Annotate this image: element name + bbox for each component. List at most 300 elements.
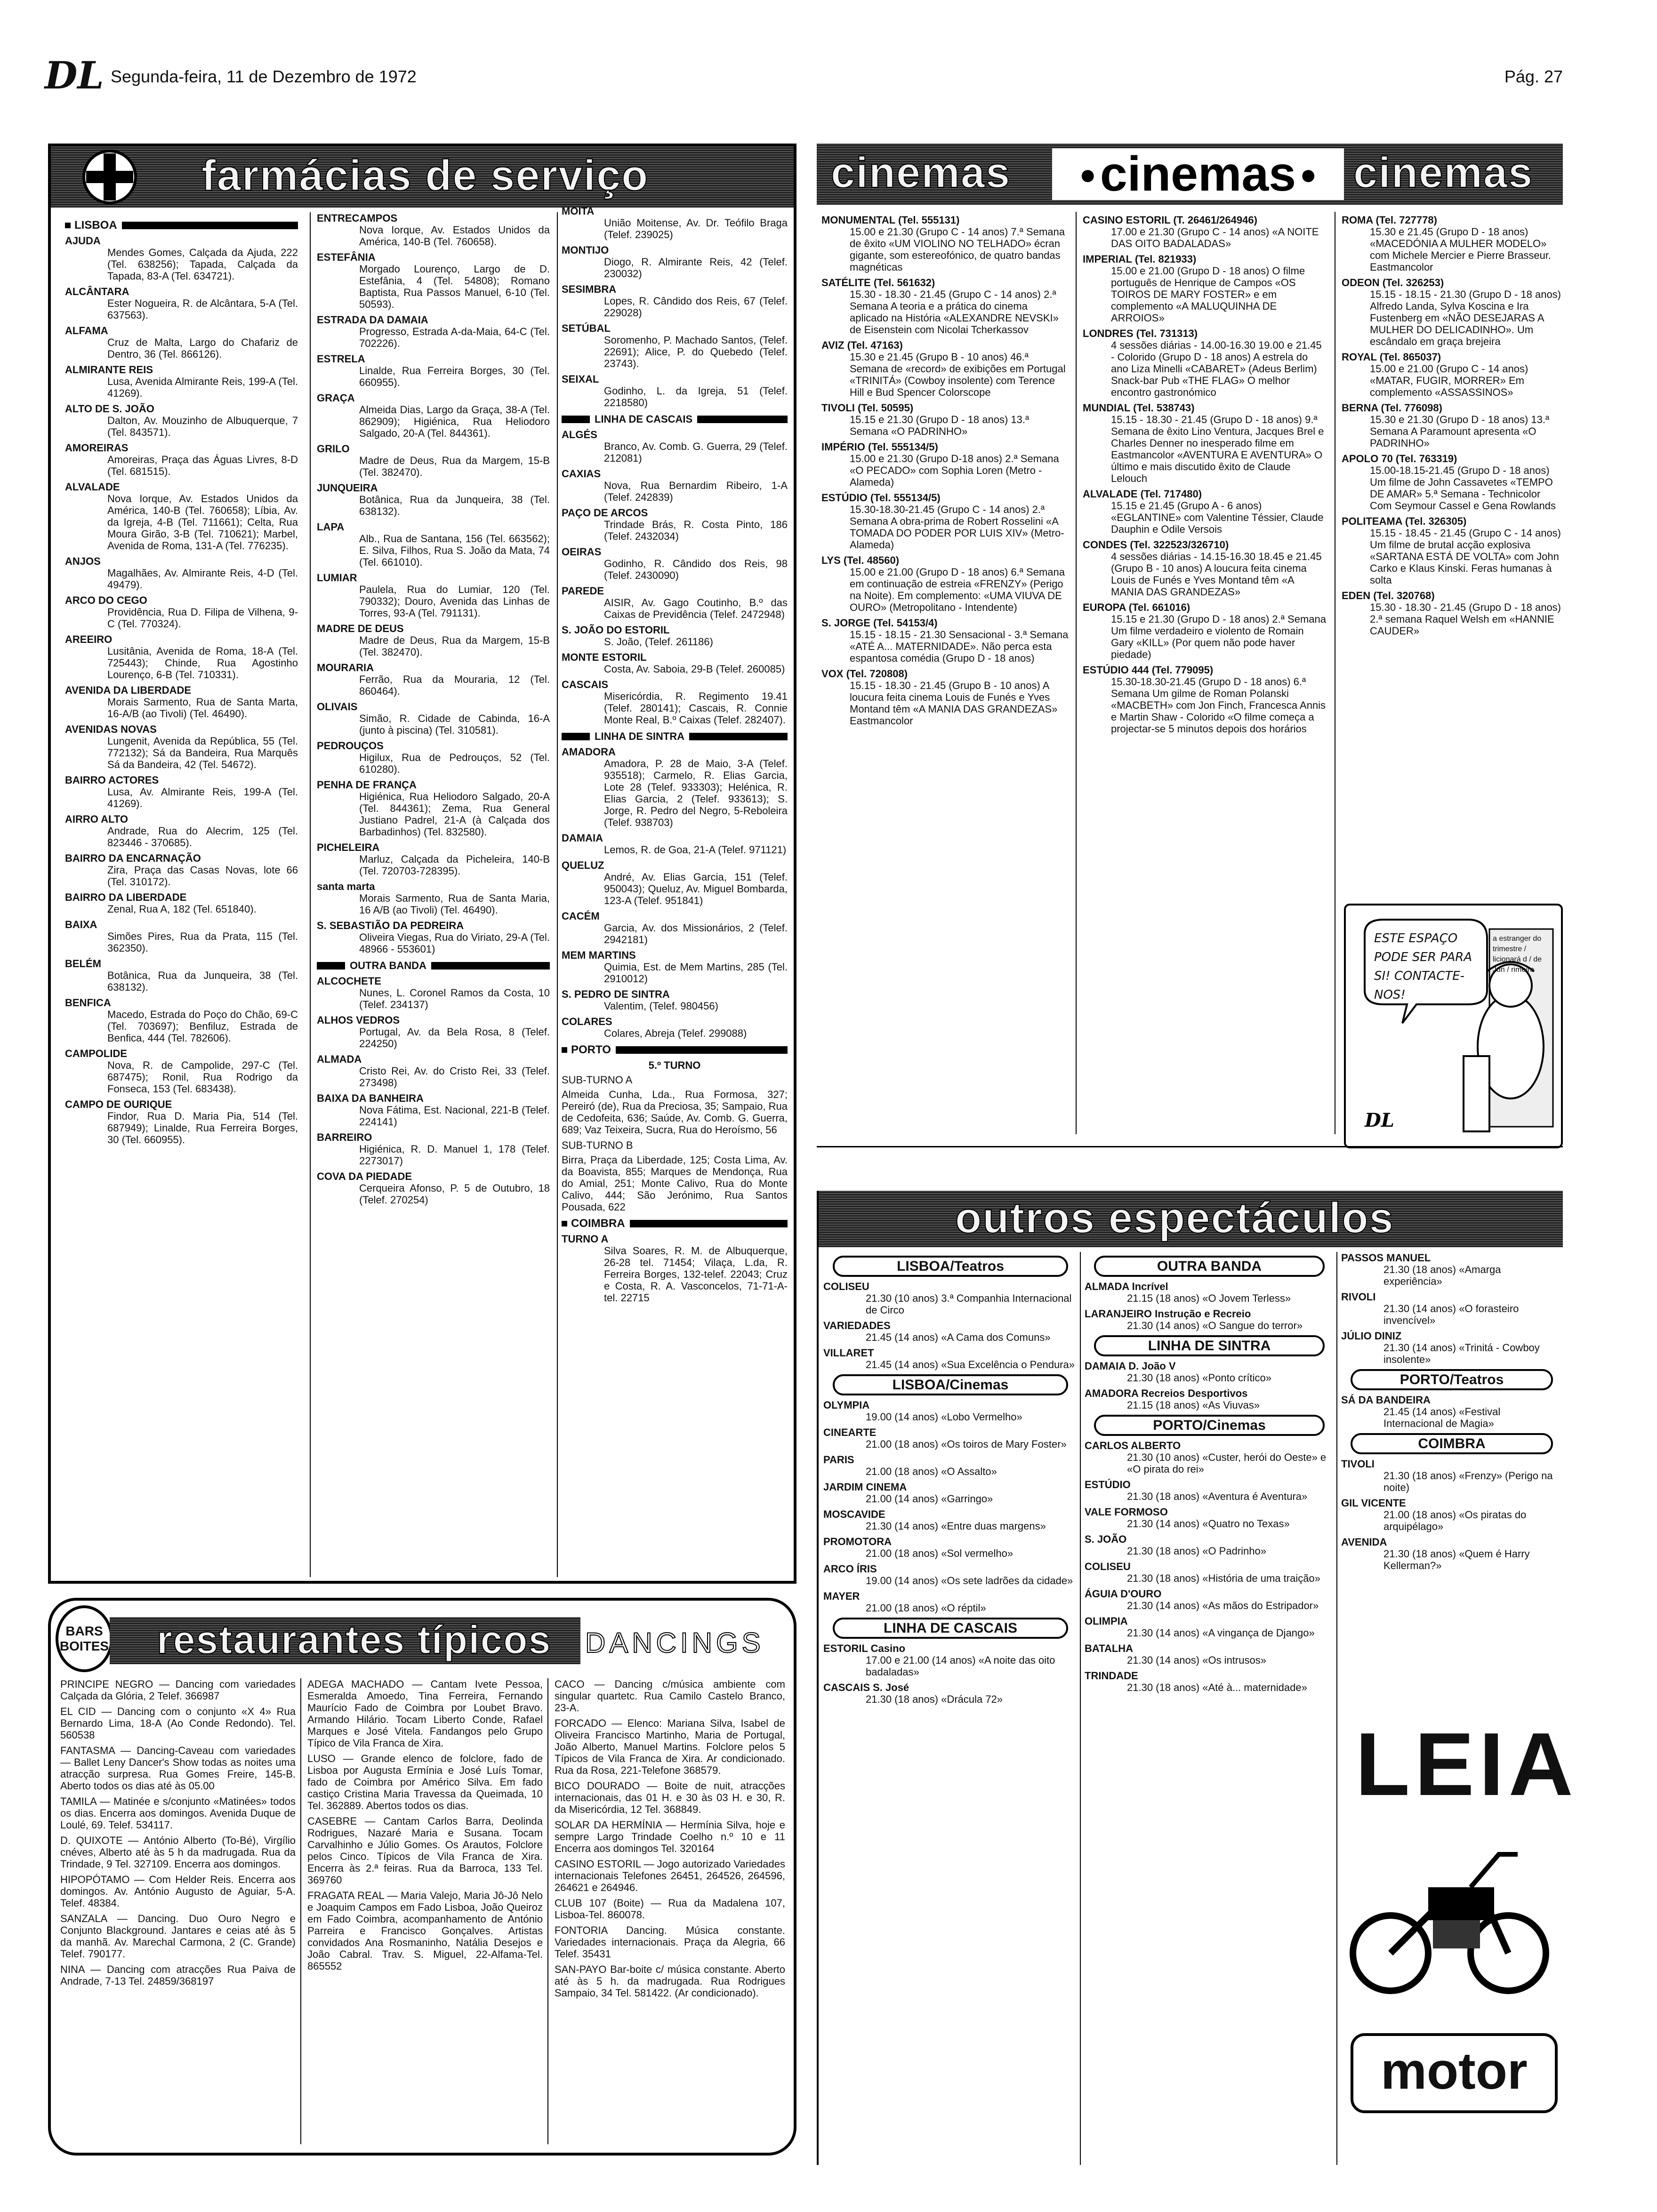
show-entry [1085, 1440, 1334, 1475]
show-entry [1085, 1308, 1334, 1331]
cinema-entry [1342, 453, 1563, 512]
show-entry-body: 21.30 (18 anos) «Quem é Harry Kellerman?» [1384, 1548, 1530, 1571]
show-entry [1085, 1561, 1334, 1584]
pharmacy-entry [562, 468, 788, 503]
pharmacy-entry [317, 1014, 550, 1050]
pharmacy-entry [317, 572, 550, 619]
pharmacy-entry-heading: AVENIDAS NOVAS [65, 723, 157, 735]
bars-badge: BARS BOITES [56, 1605, 113, 1672]
cinema-entry-body: 15.30 - 18.30 - 21.45 (Grupo D - 18 anos) 2.ª semana Raquel Welsh em «HANNIE CAUDER» [1370, 601, 1561, 637]
pharmacy-entry-body: Zenal, Rua A, 182 (Tel. 651840). [107, 903, 257, 915]
pharmacy-entry [317, 482, 550, 517]
pharmacy-entry [317, 975, 550, 1010]
pharmacy-entry [317, 251, 550, 310]
show-entry-body: 21.30 (18 anos) «Amarga experiência» [1384, 1264, 1501, 1287]
porto-cinemas-label: PORTO/Cinemas [1094, 1415, 1325, 1436]
show-entry [823, 1347, 1078, 1370]
show-entry [1341, 1291, 1562, 1326]
pharmacies-section [48, 144, 796, 1584]
pharmacy-entry-heading: ALHOS VEDROS [317, 1014, 400, 1026]
pharmacy-entry-body: Amoreiras, Praça das Águas Livres, 8-D (Tel. 681515). [107, 454, 298, 477]
pharmacy-entry [317, 623, 550, 658]
cinemas-title-center-wrap: ● cinemas ● [1052, 148, 1344, 200]
pharmacy-entry-body: Simão, R. Cidade de Cabinda, 16-A (junto à piscina) (Tel. 310581). [359, 713, 550, 736]
pharmacy-entry [317, 521, 550, 568]
pharmacy-entry-heading: BARREIRO [317, 1131, 372, 1143]
show-entry-heading: CARLOS ALBERTO [1085, 1440, 1181, 1451]
cinema-entry-body: 15.15 - 18.45 - 21.45 (Grupo C - 14 anos) Um filme de brutal acção explosiva «SARTANA ESTÁ DE VOLTA» com John Carko e Klaus Kinski. Feras humanas à solta [1370, 527, 1561, 586]
venue-entry: ADEGA MACHADO — Cantam Ivete Pessoa, Esmeralda Amoedo, Tina Ferreira, Fernando Maurício Fado de Coimbra por Loubet Bravo. Armando Hilário. Tocam Liberto Conde, Rafael Marques e José Vitela. Fandangos pelo Grupo Típico de Vila Franca de Xira. [307, 1678, 543, 1749]
show-entry-heading: CINEARTE [823, 1427, 877, 1438]
pharmacy-entry-body: Simões Pires, Rua da Prata, 115 (Tel. 362350). [107, 930, 298, 954]
pharmacy-entry [562, 585, 788, 620]
pharmacy-entry-body: Garcia, Av. dos Missionários, 2 (Telef. 2942181) [604, 922, 788, 946]
pharmacy-entry-body: Macedo, Estrada do Poço do Chão, 69-C (Tel. 703697); Benfiluz, Estrada de Benfica, 444 (Tel. 782606). [107, 1009, 298, 1044]
show-entry-heading: ARCO ÍRIS [823, 1563, 877, 1575]
pharmacy-entry-heading: JUNQUEIRA [317, 482, 378, 494]
show-entry-heading: VILLARET [823, 1347, 874, 1359]
show-entry-body: 21.30 (14 anos) «As mãos do Estripador» [1127, 1600, 1319, 1611]
venue-entry: LUSO — Grande elenco de folclore, fado de Lisboa por Augusta Ermínia e José Luís Tomar, fado de Coimbra por Américo Silva. Em fado castiço Cristina Maria Travessa da Queimada, 10 Tel. 362889. Abertos todos os dias. [307, 1753, 543, 1811]
pharmacy-entry [65, 594, 298, 630]
cinema-entry-heading: MUNDIAL (Tel. 538743) [1083, 402, 1195, 414]
pharmacy-entry-body: Alb., Rua de Santana, 156 (Tel. 663562); E. Silva, Filhos, Rua S. João da Mata, 74 (Tel. 661010). [359, 533, 550, 568]
cinema-entry [821, 617, 1069, 664]
pharmacy-entry-body: Magalhães, Av. Almirante Reis, 4-D (Tel. 49479). [107, 567, 298, 591]
pharmacy-entry-body: Ferrão, Rua da Mouraria, 12 (Tel. 860464). [359, 673, 550, 697]
cinemas-col-2 [1083, 214, 1327, 738]
pharmacy-entry-heading: AIRRO ALTO [65, 813, 129, 825]
show-entry-heading: DAMAIA D. João V [1085, 1360, 1176, 1372]
show-entry-body: 21.30 (10 anos) «Custer, herói do Oeste» e «O pirata do rei» [1127, 1451, 1327, 1475]
issue-date: Segunda-feira, 11 de Dezembro de 1972 [111, 67, 417, 86]
pharmacy-entry-body: Soromenho, P. Machado Santos, (Telef. 22691); Alice, P. do Quebedo (Telef. 23743). [604, 334, 788, 369]
pharmacy-entry-heading: MONTIJO [562, 244, 609, 256]
cinema-entry [1342, 515, 1563, 586]
pharmacy-entry-body: Morais Sarmento, Rua de Santa Maria, 16 A/B (ao Tivoli) (Tel. 46490). [359, 892, 550, 916]
show-entry-heading: ESTORIL Casino [823, 1643, 906, 1654]
show-entry [1085, 1643, 1334, 1666]
pharmacy-entry-body: Morais Sarmento, Rua de Santa Marta, 16-A/B (ao Tivoli) (Tel. 46490). [107, 696, 298, 720]
pharmacy-entry-heading: ESTEFÂNIA [317, 251, 376, 263]
pharmacy-entry-heading: ALMIRANTE REIS [65, 364, 153, 376]
pharmacy-entry-heading: AMADORA [562, 746, 616, 758]
cinema-entry-body: 4 sessões diárias - 14.00-16.30 19.00 e 21.45 - Colorido (Grupo D - 18 anos) A estrela do ano Liza Minelli «CABARET» (Adeus Berlim) Snack-bar Pub «THE FLAG» O melhor encontro gastronómico [1111, 339, 1322, 398]
bars-col-3 [555, 1678, 785, 2003]
pharmacy-entry [317, 1170, 550, 1206]
pharmacy-entry [317, 1053, 550, 1089]
pharmacy-entry-heading: BAIXA [65, 919, 97, 930]
cinema-entry-heading: IMPÉRIO (Tel. 555134/5) [821, 441, 938, 453]
pharmacy-entry-body: Colares, Abreja (Telef. 299088) [604, 1027, 747, 1039]
show-entry-heading: VALE FORMOSO [1085, 1506, 1168, 1518]
coimbra-turno: TURNO A [562, 1233, 609, 1245]
cinema-entry [1083, 601, 1327, 660]
pharmacy-entry-heading: ALCÂNTARA [65, 286, 129, 297]
pharmacy-entry-heading: PAREDE [562, 585, 604, 597]
show-entry-body: 21.30 (14 anos) «O forasteiro invencível» [1384, 1303, 1519, 1326]
pharmacy-entry [317, 212, 550, 248]
cinema-entry-body: 15.15 - 18.30 - 21.45 (Grupo B - 10 anos) A loucura feita cinema Louis de Funés e Yves Montand têm «A MANIA DAS GRANDEZAS» Eastmancolor [850, 680, 1058, 727]
cinemas-title-left: cinemas [831, 149, 1011, 197]
pharmacy-entry-heading: S. SEBASTIÃO DA PEDREIRA [317, 920, 464, 931]
cinema-entry-heading: CASINO ESTORIL (T. 26461/264946) [1083, 214, 1257, 226]
pharmacies-title: farmácias de serviço [201, 152, 649, 200]
pharmacy-entry-heading: AJUDA [65, 235, 101, 247]
show-entry-heading: JARDIM CINEMA [823, 1481, 907, 1493]
cinema-entry-heading: ESTÚDIO (Tel. 555134/5) [821, 492, 941, 504]
show-entry [1085, 1281, 1334, 1304]
porto-sub-b: SUB-TURNO B [562, 1139, 633, 1151]
pharmacy-entry [317, 701, 550, 736]
show-entry [1341, 1497, 1562, 1532]
show-entry [823, 1281, 1078, 1316]
show-entry-heading: ESTÚDIO [1085, 1479, 1131, 1491]
cinema-entry [821, 492, 1069, 551]
show-entry-heading: SÁ DA BANDEIRA [1341, 1394, 1431, 1406]
pharmacy-entry-body: Godinho, L. da Igreja, 51 (Telef. 2218580) [604, 385, 788, 409]
pharmacy-entry [65, 555, 298, 591]
pharmacy-entry [65, 723, 298, 770]
cinema-entry [821, 668, 1069, 727]
show-entry [823, 1508, 1078, 1532]
cinema-entry-heading: ALVALADE (Tel. 717480) [1083, 488, 1202, 500]
show-entry [823, 1536, 1078, 1559]
cinema-entry-body: 15.30 - 18.30 - 21.45 (Grupo C - 14 anos) 2.ª Semana A teoria e a prática do cinema aplicado na História «ALEXANDRE NEVSKI» de Eisenstein com Nicolai Tcherkassov [850, 289, 1059, 336]
pharmacy-entry-body: Oliveira Viegas, Rua do Viriato, 29-A (Tel. 48966 - 553601) [359, 931, 550, 955]
pharmacy-entry-heading: BAIRRO ACTORES [65, 774, 159, 786]
zone-lisboa: LISBOA [65, 219, 298, 231]
cinema-entry-heading: LONDRES (Tel. 731313) [1083, 328, 1198, 339]
cinema-entry [1083, 402, 1327, 484]
pharmacy-entry-body: Progresso, Estrada A-da-Maia, 64-C (Tel. 702226). [359, 326, 550, 349]
show-entry-body: 21.30 (18 anos) «Frenzy» (Perigo na noite) [1384, 1470, 1553, 1493]
show-entry-body: 21.30 (18 anos) «Ponto crítico» [1127, 1372, 1271, 1384]
show-entry [823, 1454, 1078, 1477]
pharmacy-entry-heading: BELÉM [65, 958, 101, 970]
cinema-entry-body: 15.30 e 21.45 (Grupo B - 10 anos) 46.ª Semana de «record» de exibições em Portugal «TRINITÁ» (Cowboy insolente) com Terence Hill e Bud Spencer Colorscope [850, 351, 1066, 398]
show-entry-heading: OLYMPIA [823, 1399, 870, 1411]
shows-col-3 [1341, 1252, 1562, 1575]
show-entry [823, 1481, 1078, 1505]
show-entry [823, 1643, 1078, 1678]
show-entry-heading: MAYER [823, 1590, 860, 1602]
ad-side-text: a estranger do trimestre / licionará d / de Jun / rimeiro [1493, 935, 1542, 974]
pharmacy-entry-heading: ENTRECAMPOS [317, 212, 398, 224]
cinema-entry-heading: EDEN (Tel. 320768) [1342, 590, 1435, 601]
show-entry-body: 21.30 (18 anos) «História de uma traição» [1127, 1572, 1320, 1584]
show-entry-body: 21.45 (14 anos) «Sua Excelência o Pendura» [866, 1359, 1075, 1370]
cinema-entry-body: 15.00 e 21.00 (Grupo C - 14 anos) «MATAR, FUGIR, MORRER» Em complemento «ASSASSINOS» [1370, 363, 1528, 398]
cinema-entry [1083, 539, 1327, 598]
pharmacy-entry-body: Higiénica, Rua Heliodoro Salgado, 20-A (Tel. 844361); Zema, Rua General Justiano Padrel, 21-A (à Calçada dos Barbadinhos) (Tel. 832580). [359, 791, 550, 838]
coimbra-label: COIMBRA [1351, 1433, 1553, 1454]
cinema-entry-heading: BERNA (Tel. 776098) [1342, 402, 1442, 414]
pharmacy-entry-heading: ALVALADE [65, 481, 120, 493]
pharmacy-entry-body: S. João, (Telef. 261186) [604, 636, 713, 648]
pharmacy-entry-heading: S. PEDRO DE SINTRA [562, 988, 670, 1000]
pharmacy-entry-body: Findor, Rua D. Maria Pia, 514 (Tel. 687949); Linalde, Rua Ferreira Borges, 30 (Tel. 660955). [107, 1110, 298, 1146]
pharmacy-entry-body: Lusa, Av. Almirante Reis, 199-A (Tel. 41269). [107, 786, 298, 809]
pharmacy-entry-heading: ALFAMA [65, 325, 108, 337]
cinema-entry-body: 17.00 e 21.30 (Grupo C - 14 anos) «A NOITE DAS OITO BADALADAS» [1111, 226, 1319, 249]
pharmacy-entry-heading: ANJOS [65, 555, 101, 567]
show-entry-body: 21.30 (14 anos) «Os intrusos» [1127, 1654, 1266, 1666]
pharmacy-entry-body: Nunes, L. Coronel Ramos da Costa, 10 (Telef. 234137) [359, 987, 550, 1010]
pharmacy-entry-heading: ALCOCHETE [317, 975, 381, 987]
venue-entry: NINA — Dancing com atracções Rua Paiva de Andrade, 7-13 Tel. 24859/368197 [60, 1964, 296, 1987]
show-entry-heading: CASCAIS S. José [823, 1682, 909, 1693]
cinema-entry-body: 15.00 e 21.30 (Grupo D-18 anos) 2.ª Semana «O PECADO» com Sophia Loren (Metro - Alameda) [850, 453, 1059, 488]
motor-logo: motor [1351, 2033, 1558, 2113]
pharmacy-entry-body: Portugal, Av. da Bela Rosa, 8 (Telef. 224250) [359, 1026, 550, 1050]
pharmacy-entry [65, 813, 298, 849]
cinema-entry [821, 214, 1069, 273]
cinema-entry-body: 15.15 - 18.30 - 21.45 (Grupo D - 18 anos) 9.ª Semana de êxito Lino Ventura, Jacques Brel e Charles Denner no inesperado filme em Eastmancolor «AVENTURA E AVENTURA» O último e mais discutido êxito de Claude Lelouch [1111, 414, 1324, 484]
pharmacy-entry-heading: SETÚBAL [562, 322, 611, 334]
pharmacy-entry-body: Diogo, R. Almirante Reis, 42 (Telef. 230032) [604, 256, 788, 280]
pharmacy-entry-body: Higilux, Rua de Pedrouços, 52 (Tel. 610280). [359, 752, 550, 775]
cinema-entry-heading: ROYAL (Tel. 865037) [1342, 351, 1441, 363]
pharmacy-entry-body: Godinho, R. Cândido dos Reis, 98 (Telef. 2430090) [604, 558, 788, 581]
cinema-entry-body: 15.00 e 21.30 (Grupo C - 14 anos) 7.ª Semana de êxito «UM VIOLINO NO TELHADO» écran gigante, som estereofónico, de quatro bandas magnéticas [850, 226, 1065, 273]
pharmacy-entry-heading: LUMIAR [317, 572, 357, 584]
show-entry-body: 21.15 (18 anos) «O Jovem Terless» [1127, 1292, 1291, 1304]
show-entry-heading: VARIEDADES [823, 1320, 891, 1331]
cinema-entry-heading: AVIZ (Tel. 47163) [821, 339, 903, 351]
show-entry-body: 21.00 (18 anos) «Sol vermelho» [866, 1547, 1014, 1559]
pharmacy-entry [317, 314, 550, 349]
pharmacy-entry-heading: BAIRRO DA LIBERDADE [65, 891, 187, 903]
pharmacy-entry-heading: OEIRAS [562, 546, 602, 558]
cinema-entry-heading: ROMA (Tel. 727778) [1342, 214, 1437, 226]
motorcycle-illustration [1348, 1817, 1551, 2005]
pharmacy-entry-body: Paulela, Rua do Lumiar, 120 (Tel. 790332); Douro, Avenida das Linhas de Torres, 93-A (Tel. 791131). [359, 584, 550, 619]
pharmacy-entry-heading: BENFICA [65, 997, 111, 1009]
cascais-label: LINHA DE CASCAIS [833, 1618, 1068, 1639]
pharmacy-entry [562, 205, 788, 240]
cinema-entry-heading: TIVOLI (Tel. 50595) [821, 402, 914, 414]
porto-teatros-label: PORTO/Teatros [1351, 1369, 1553, 1390]
cinema-entry-heading: APOLO 70 (Tel. 763319) [1342, 453, 1457, 465]
pharmacy-entry-body: Lusa, Avenida Almirante Reis, 199-A (Tel. 41269). [107, 376, 298, 399]
pharmacy-entry [65, 235, 298, 282]
show-entry [823, 1563, 1078, 1587]
pharmacy-entry-heading: SEIXAL [562, 373, 599, 385]
cinema-entry-heading: LYS (Tel. 48560) [821, 554, 900, 566]
cinema-entry-body: 4 sessões diárias - 14.15-16.30 18.45 e 21.45 (Grupo B - 10 anos) A loucura feita cinema Louis de Funés e Yves Montand têm «A MANIA DAS GRANDEZAS» [1111, 551, 1322, 598]
pharmacy-entry [65, 325, 298, 360]
venue-entry: CASEBRE — Cantam Carlos Barra, Deolinda Rodrigues, Nazaré Maria e Susana. Tocam Carvalhinho e Júlio Gomes. Os Arautos, Folclore pelos Cinco. Típicos de Vila Franca de Xira. Encerra às 2.ª feiras. Rua da Barroca, 133 Tel. 369760 [307, 1815, 543, 1886]
pharmacy-entry [562, 546, 788, 581]
cinemas-title-right: cinemas [1353, 149, 1534, 197]
pharmacy-entry-heading: BAIXA DA BANHEIRA [317, 1092, 424, 1104]
pharmacy-entry-heading: LAPA [317, 521, 345, 533]
pharmacy-entry [317, 779, 550, 838]
pharmacy-entry-heading: PEDROUÇOS [317, 740, 384, 752]
pharmacy-entry-body: Botânica, Rua da Junqueira, 38 (Tel. 638132). [107, 970, 298, 993]
cinema-entry-heading: POLITEAMA (Tel. 326305) [1342, 515, 1467, 527]
pharmacy-entry [65, 997, 298, 1044]
pharmacy-entry [562, 746, 788, 828]
venue-entry: HIPOPÓTAMO — Com Helder Reis. Encerra aos domingos. Av. António Augusto de Aguiar, 5-A. Telef. 48384. [60, 1874, 296, 1909]
show-entry-body: 21.30 (14 anos) «Entre duas margens» [866, 1520, 1046, 1532]
show-entry [1341, 1458, 1562, 1493]
pharmacy-entry [562, 322, 788, 369]
pharmacy-entry [562, 1016, 788, 1039]
pharmacy-entry-body: Morgado Lourenço, Largo de D. Estefânia, 4 (Tel. 54808); Romano Baptista, Rua Passos Manuel, 6-10 (Tel. 50593). [359, 263, 550, 310]
show-entry-heading: GIL VICENTE [1341, 1497, 1406, 1509]
porto-sub-a-list: Almeida Cunha, Lda., Rua Formosa, 327; Pereiró (de), Rua da Preciosa, 35; Sampaio, Rua de Cedofeita, 636; Saúde, Av. Comb. G. Guerra, 689; Vaz Teixeira, Sucra, Rua do Heroísmo, 56 [562, 1089, 788, 1136]
cinema-entry [1083, 328, 1327, 398]
cinema-entry-body: 15.30 e 21.30 (Grupo D - 18 anos) 13.ª Semana A Paramount apresenta «O PADRINHO» [1370, 414, 1550, 449]
pharmacy-entry [562, 949, 788, 985]
other-shows-section [817, 1191, 1578, 2165]
pharmacy-entry-body: Costa, Av. Saboia, 29-B (Telef. 260085) [604, 663, 785, 675]
show-entry-heading: TRINDADE [1085, 1670, 1138, 1682]
cinema-entry-body: 15.15 e 21.45 (Grupo A - 6 anos) «EGLANTINE» com Valentine Téssier, Claude Dauphin e Odile Versois [1111, 500, 1324, 535]
pharmacy-entry [65, 684, 298, 720]
bars-col-1 [60, 1678, 296, 1991]
show-entry-heading: ÁGUIA D'OURO [1085, 1588, 1162, 1600]
lisboa-cinemas-label: LISBOA/Cinemas [833, 1374, 1068, 1395]
pharmacy-entry [562, 859, 788, 906]
pharmacy-entry-heading: PICHELEIRA [317, 842, 380, 853]
show-entry-heading: PARIS [823, 1454, 854, 1466]
cinema-entry [1342, 402, 1563, 449]
pharmacy-entry-body: Almeida Dias, Largo da Graça, 38-A (Tel. 862909); Higiénica, Rua Heliodoro Salgado, 20-A (Tel. 844361). [359, 404, 550, 439]
show-entry-body: 21.30 (14 anos) «Trinitá - Cowboy insolente» [1384, 1342, 1540, 1365]
coimbra-list: Silva Soares, R. M. de Albuquerque, 26-28 tel. 71454; Vilaça, L.da, R. Ferreira Borges, 132-telef. 22043; Cruz e Costa, R. A. Vasconcelos, 71-71-A-tel. 22715 [604, 1245, 788, 1304]
show-entry-body: 19.00 (14 anos) «Os sete ladrões da cidade» [866, 1575, 1073, 1587]
pharmacy-entry-heading: MADRE DE DEUS [317, 623, 404, 634]
show-entry-heading: AMADORA Recreios Desportivos [1085, 1387, 1248, 1399]
show-entry-body: 21.45 (14 anos) «Festival Internacional de Magia» [1384, 1406, 1501, 1429]
pharmacy-entry-heading: PAÇO DE ARCOS [562, 507, 648, 519]
pharmacy-entry [65, 1098, 298, 1146]
cinema-entry [821, 277, 1069, 336]
pharmacies-banner [51, 146, 794, 208]
venue-entry: CLUB 107 (Boite) — Rua da Madalena 107, Lisboa-Tel. 860078. [555, 1897, 785, 1921]
pharmacy-entry [317, 1092, 550, 1128]
show-entry-body: 21.30 (14 anos) «Quatro no Texas» [1127, 1518, 1290, 1530]
pharmacy-entry-heading: ALMADA [317, 1053, 362, 1065]
show-entry [823, 1320, 1078, 1343]
outra-banda-label: OUTRA BANDA [1094, 1256, 1325, 1277]
pharmacy-entry-body: Zira, Praça das Casas Novas, lote 66 (Tel. 310172). [107, 864, 298, 888]
sintra-label: LINHA DE SINTRA [1094, 1335, 1325, 1356]
show-entry [1085, 1360, 1334, 1384]
venue-entry: CACO — Dancing c/música ambiente com singular quartetc. Rua Camilo Castelo Branco, 23-A. [555, 1678, 785, 1714]
pharmacy-entry [562, 832, 788, 856]
zone-cascais: LINHA DE CASCAIS [562, 413, 788, 425]
pharmacy-entry-body: Valentim, (Telef. 980456) [604, 1000, 718, 1012]
cinema-entry-body: 15.15 - 18.15 - 21.30 Sensacional - 3.ª Semana «ATÉ A... MATERNIDADE». Não perca esta espantosa comédia (Grupo D - 18 anos) [850, 629, 1069, 664]
pharmacy-entry-body: Higiénica, R. D. Manuel 1, 178 (Telef. 2273017) [359, 1143, 550, 1167]
cinema-entry-heading: IMPERIAL (Tel. 821933) [1083, 253, 1197, 265]
cinema-entry [1342, 277, 1563, 347]
show-entry [1085, 1588, 1334, 1611]
pharmacy-entry-heading: PENHA DE FRANÇA [317, 779, 417, 791]
pharmacy-entry [562, 624, 788, 648]
show-entry-body: 17.00 e 21.00 (14 anos) «A noite das oito badaladas» [866, 1654, 1055, 1678]
pharmacy-entry-heading: AMOREIRAS [65, 442, 129, 454]
show-entry-body: 21.30 (14 anos) «O Sangue do terror» [1127, 1320, 1303, 1331]
pharmacy-entry-body: Cruz de Malta, Largo do Chafariz de Dentro, 36 (Tel. 866126). [107, 337, 298, 360]
ad-space [1344, 904, 1563, 1148]
pharmacy-entry-body: União Moitense, Av. Dr. Teófilo Braga (Telef. 239025) [604, 217, 788, 240]
show-entry-heading: RIVOLI [1341, 1291, 1376, 1303]
cinemas-section [817, 144, 1563, 1137]
show-entry [823, 1399, 1078, 1423]
cinema-entry [1342, 214, 1563, 273]
cinema-entry [821, 402, 1069, 437]
show-entry-body: 21.30 (18 anos) «Aventura é Aventura» [1127, 1491, 1308, 1502]
pharmacy-entry-heading: MONTE ESTORIL [562, 651, 647, 663]
zone-porto: PORTO [562, 1044, 788, 1056]
pharmacy-cross-icon [79, 146, 140, 208]
show-entry-body: 21.30 (14 anos) «A vingança de Django» [1127, 1627, 1315, 1639]
cinema-entry [1342, 351, 1563, 398]
pharmacy-entry-body: Botânica, Rua da Junqueira, 38 (Tel. 638132). [359, 494, 550, 517]
pharmacy-entry [65, 286, 298, 321]
show-entry-heading: JÚLIO DINIZ [1341, 1330, 1402, 1342]
svg-text:DL: DL [1365, 1109, 1394, 1131]
pharmacy-entry [65, 633, 298, 681]
show-entry-body: 21.00 (18 anos) «O réptil» [866, 1602, 986, 1614]
pharmacy-entry-heading: ALTO DE S. JOÃO [65, 403, 154, 415]
masthead [45, 53, 1563, 97]
cinema-entry-body: 15.00 e 21.00 (Grupo D - 18 anos) O filme português de Henrique de Campos «OS TOIROS DE MARY FOSTER» e em complemento «A MALUQUINHA DE ARROIOS» [1111, 265, 1305, 324]
cinema-entry-body: 15.00 e 21.00 (Grupo D - 18 anos) 6.ª Semana em continuação de estreia «FRENZY» (Perigo na Noite). Em complemento: «UMA VIUVA DE OURO» (Metropolitano - Intendente) [850, 566, 1065, 613]
pharmacy-entry [317, 353, 550, 388]
show-entry [1341, 1330, 1562, 1365]
pharmacy-entry-heading: AREEIRO [65, 633, 113, 645]
newspaper-logo: DL [45, 53, 104, 97]
ad-text: ESTE ESPAÇO PODE SER PARA SI! CONTACTE-NOS! [1374, 931, 1472, 1002]
pharmacy-entry [562, 651, 788, 675]
pharmacy-entry-body: Amadora, P. 28 de Maio, 3-A (Telef. 935518); Carmelo, R. Elias Garcia, Lote 28 (Telef. 933303); Helénica, R. Elias Garcia, 2 (Telef. 933613); S. Jorge, R. Pedro del Negro, 5-Reboleira (Telef. 938703) [604, 758, 788, 828]
pharmacy-entry-body: Marluz, Calçada da Picheleira, 140-B (Tel. 720703-728395). [359, 853, 550, 877]
pharmacy-entry-body: Nova Fátima, Est. Nacional, 221-B (Telef. 224141) [359, 1104, 550, 1128]
pharmacy-entry [562, 283, 788, 319]
pharmacy-entry-body: Nova, R. de Campolide, 297-C (Tel. 687475); Ronil, Rua Rodrigo da Fonseca, 153 (Tel. 683438). [107, 1059, 298, 1095]
show-entry-heading: COLISEU [1085, 1561, 1131, 1572]
restaurants-title: restaurantes típicos [157, 1618, 552, 1662]
pharmacy-entry-body: Mendes Gomes, Calçada da Ajuda, 222 (Tel. 638256); Tapada, Calçada da Tapada, 83-A (Tel. 634721). [107, 247, 298, 282]
show-entry-body: 21.30 (10 anos) 3.ª Companhia Internacional de Circo [866, 1292, 1072, 1316]
show-entry-body: 21.00 (18 anos) «Os piratas do arquipélago» [1384, 1509, 1527, 1532]
pharmacies-col-2 [317, 212, 550, 1210]
venue-entry: D. QUIXOTE — António Alberto (To-Bé), Virgílio cnéves, Alberto até às 5 h da madrugada. Rua da Trindade, 9 Tel. 327109. Encerra aos domingos. [60, 1835, 296, 1870]
venue-entry: FRAGATA REAL — Maria Valejo, Maria Jô-Jô Nelo e Joaquim Campos em Fado Lisboa, João Queiroz em Fado Coimbra, acompanhamento de António Parreira e Francisco Gonçalves. Artistas convidados Ana Rosmaninho, Natália Desejos e João Cabral. Trav. S. Miguel, 22-Alfama-Tel. 865552 [307, 1890, 543, 1972]
pharmacies-col-3 [562, 205, 788, 1307]
pharmacy-entry-body: Cristo Rei, Av. do Cristo Rei, 33 (Telef. 273498) [359, 1065, 550, 1089]
cinema-entry-body: 15.15 e 21.30 (Grupo D - 18 anos) 2.ª Semana Um filme verdadeiro e violento de Romain Gary «KILL» (Por quem não pode haver piedade) [1111, 613, 1326, 660]
pharmacy-entry-body: André, Av. Elias Garcia, 151 (Telef. 950043); Queluz, Av. Miguel Bombarda, 123-A (Telef. 951841) [604, 871, 788, 906]
show-entry-body: 21.45 (14 anos) «A Cama dos Comuns» [866, 1331, 1051, 1343]
show-entry [823, 1682, 1078, 1705]
pharmacy-entry-body: Trindade Brás, R. Costa Pinto, 186 (Telef. 2432034) [604, 519, 788, 542]
bars-section [48, 1598, 796, 2156]
pharmacy-entry-body: Nova Iorque, Av. Estados Unidos da América, 140-B (Tel. 760658). [359, 224, 550, 248]
pharmacy-entry-heading: GRAÇA [317, 392, 355, 404]
pharmacy-entry-body: Lopes, R. Cândido dos Reis, 67 (Telef. 229028) [604, 295, 788, 319]
pharmacy-entry [65, 891, 298, 915]
pharmacy-entry [65, 852, 298, 888]
pharmacy-entry-heading: CAMPO DE OURIQUE [65, 1098, 172, 1110]
cinema-entry-body: 15.30 e 21.45 (Grupo D - 18 anos) «MACEDÓNIA A MULHER MODELO» com Michele Mercier e Pierre Brasseur. Eastmancolor [1370, 226, 1552, 273]
